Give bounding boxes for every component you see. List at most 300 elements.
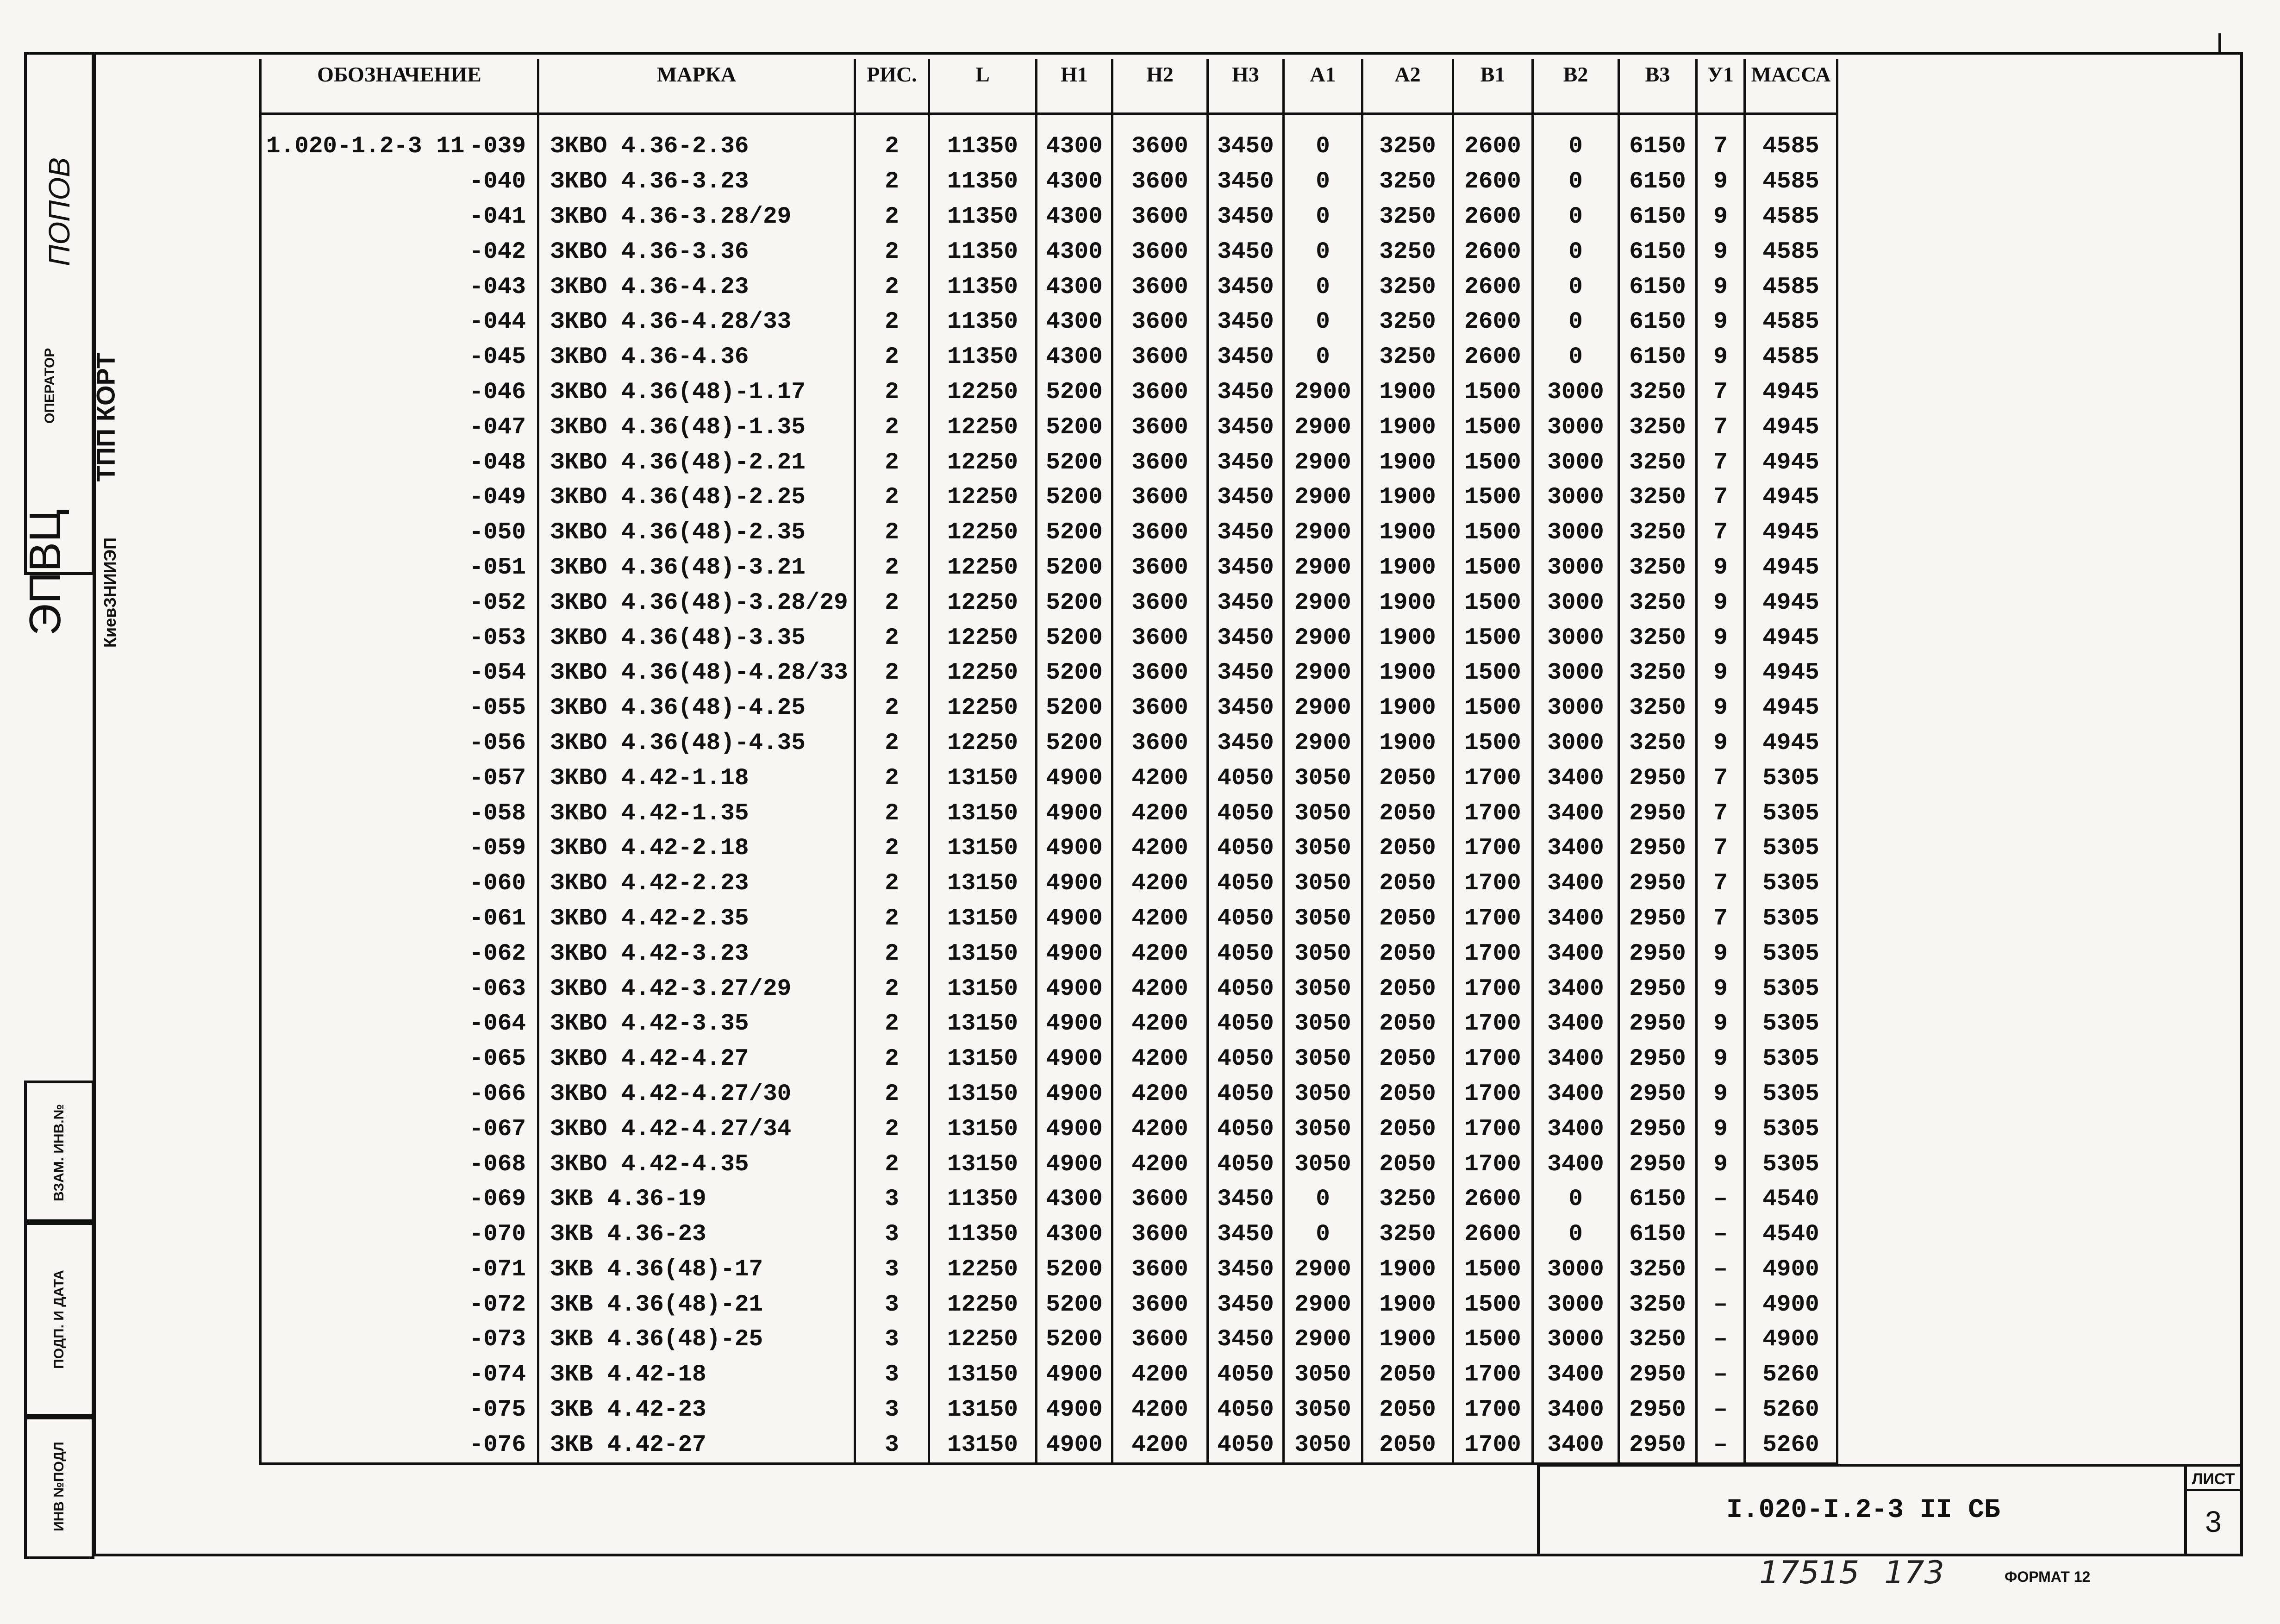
designation-suffix: -042 xyxy=(469,238,526,265)
cell-h3: 3450 xyxy=(1208,305,1284,340)
table-row xyxy=(261,1042,1837,1077)
cell-a2: 2050 xyxy=(1362,1393,1453,1428)
cell-h1: 4900 xyxy=(1037,1357,1112,1393)
table-row xyxy=(261,164,1837,200)
cell-a2: 3250 xyxy=(1362,234,1453,269)
table-row xyxy=(261,1357,1837,1393)
cell-figure: 2 xyxy=(855,1077,929,1112)
cell-h1: 4300 xyxy=(1037,269,1112,305)
table-row xyxy=(261,585,1837,620)
cell-b1: 1500 xyxy=(1453,445,1533,480)
cell-mark: ЗКВ 4.42-23 xyxy=(538,1393,855,1428)
cell-length: 13150 xyxy=(929,761,1037,796)
cell-mark: ЗКВО 4.42-2.35 xyxy=(538,901,855,937)
cell-length: 12250 xyxy=(929,410,1037,445)
cell-figure: 2 xyxy=(855,796,929,831)
cell-b3: 3250 xyxy=(1619,480,1697,515)
left-stamp-strip xyxy=(20,52,120,1554)
cell-u1: 9 xyxy=(1697,200,1745,235)
cell-b3: 6150 xyxy=(1619,269,1697,305)
cell-mark: ЗКВО 4.36-3.23 xyxy=(538,164,855,200)
cell-designation xyxy=(261,761,538,796)
cell-mass: 5260 xyxy=(1745,1427,1837,1464)
cell-a1: 3050 xyxy=(1284,831,1362,866)
spacer-cell xyxy=(1037,114,1112,129)
cell-mark: ЗКВО 4.42-4.27 xyxy=(538,1042,855,1077)
designation-suffix: -072 xyxy=(469,1291,526,1318)
cell-h1: 4300 xyxy=(1037,234,1112,269)
cell-mark: ЗКВО 4.36(48)-3.28/29 xyxy=(538,585,855,620)
cell-u1: – xyxy=(1697,1182,1745,1217)
cell-figure: 3 xyxy=(855,1393,929,1428)
header-h3: H3 xyxy=(1208,59,1284,114)
designation-suffix: -074 xyxy=(469,1362,526,1388)
operator-label: ОПЕРАТОР xyxy=(42,348,57,424)
document-code: I.020-I.2-3 II СБ xyxy=(1726,1495,2000,1525)
cell-a1: 2900 xyxy=(1284,515,1362,550)
cell-b1: 1700 xyxy=(1453,1147,1533,1182)
cell-h2: 3600 xyxy=(1112,445,1208,480)
cell-designation xyxy=(261,1393,538,1428)
cell-b1: 1500 xyxy=(1453,656,1533,691)
cell-u1: 9 xyxy=(1697,269,1745,305)
cell-length: 13150 xyxy=(929,1112,1037,1147)
cell-figure: 2 xyxy=(855,1042,929,1077)
cell-b3: 6150 xyxy=(1619,129,1697,164)
cell-h1: 4900 xyxy=(1037,1393,1112,1428)
cell-mass: 4945 xyxy=(1745,656,1837,691)
cell-a2: 1900 xyxy=(1362,656,1453,691)
cell-h2: 3600 xyxy=(1112,480,1208,515)
cell-h3: 4050 xyxy=(1208,866,1284,901)
cell-h3: 4050 xyxy=(1208,1427,1284,1464)
table-row xyxy=(261,269,1837,305)
table-row xyxy=(261,340,1837,375)
cell-b1: 2600 xyxy=(1453,305,1533,340)
cell-b2: 3000 xyxy=(1533,445,1619,480)
cell-u1: 9 xyxy=(1697,340,1745,375)
cell-h1: 5200 xyxy=(1037,480,1112,515)
cell-h1: 4300 xyxy=(1037,129,1112,164)
table-row xyxy=(261,1287,1837,1322)
cell-mark: ЗКВО 4.36(48)-3.35 xyxy=(538,620,855,656)
cell-length: 13150 xyxy=(929,1357,1037,1393)
cell-h1: 5200 xyxy=(1037,585,1112,620)
cell-figure: 2 xyxy=(855,691,929,726)
cell-a2: 3250 xyxy=(1362,340,1453,375)
cell-designation xyxy=(261,305,538,340)
cell-b2: 0 xyxy=(1533,129,1619,164)
cell-mass: 4585 xyxy=(1745,340,1837,375)
cell-mark: ЗКВО 4.36(48)-2.21 xyxy=(538,445,855,480)
cell-mark: ЗКВ 4.42-18 xyxy=(538,1357,855,1393)
cell-u1: 9 xyxy=(1697,585,1745,620)
cell-length: 11350 xyxy=(929,200,1037,235)
designation-suffix: -039 xyxy=(469,133,526,160)
header-b1: B1 xyxy=(1453,59,1533,114)
cell-mass: 4585 xyxy=(1745,234,1837,269)
designation-suffix: -069 xyxy=(469,1186,526,1213)
cell-a2: 2050 xyxy=(1362,866,1453,901)
cell-a1: 3050 xyxy=(1284,1147,1362,1182)
cell-h2: 4200 xyxy=(1112,1006,1208,1042)
cell-a1: 3050 xyxy=(1284,1077,1362,1112)
cell-a2: 2050 xyxy=(1362,1427,1453,1464)
cell-h2: 4200 xyxy=(1112,1077,1208,1112)
designation-suffix: -041 xyxy=(469,203,526,230)
cell-b3: 2950 xyxy=(1619,1042,1697,1077)
cell-a2: 2050 xyxy=(1362,971,1453,1006)
cell-h1: 4900 xyxy=(1037,1147,1112,1182)
cell-b2: 3400 xyxy=(1533,1112,1619,1147)
cell-b1: 1500 xyxy=(1453,515,1533,550)
cell-b2: 3400 xyxy=(1533,936,1619,971)
table-row xyxy=(261,1217,1837,1252)
cell-b2: 3000 xyxy=(1533,550,1619,586)
cell-h3: 4050 xyxy=(1208,1112,1284,1147)
cell-figure: 2 xyxy=(855,656,929,691)
cell-mass: 4900 xyxy=(1745,1287,1837,1322)
cell-length: 13150 xyxy=(929,831,1037,866)
cell-h3: 3450 xyxy=(1208,375,1284,410)
cell-a2: 1900 xyxy=(1362,515,1453,550)
cell-h1: 5200 xyxy=(1037,1287,1112,1322)
cell-designation xyxy=(261,1182,538,1217)
cell-b1: 2600 xyxy=(1453,234,1533,269)
cell-designation xyxy=(261,936,538,971)
spacer-cell xyxy=(1112,114,1208,129)
cell-h3: 3450 xyxy=(1208,656,1284,691)
cell-b2: 3000 xyxy=(1533,480,1619,515)
cell-u1: 9 xyxy=(1697,691,1745,726)
cell-b1: 1700 xyxy=(1453,866,1533,901)
cell-h3: 4050 xyxy=(1208,1147,1284,1182)
designation-suffix: -073 xyxy=(469,1326,526,1353)
table-row xyxy=(261,1147,1837,1182)
header-length: L xyxy=(929,59,1037,114)
cell-u1: 7 xyxy=(1697,515,1745,550)
cell-b2: 3000 xyxy=(1533,585,1619,620)
spacer-cell xyxy=(1745,114,1837,129)
cell-mass: 4945 xyxy=(1745,515,1837,550)
cell-b3: 2950 xyxy=(1619,971,1697,1006)
cell-mass: 4945 xyxy=(1745,445,1837,480)
cell-u1: – xyxy=(1697,1427,1745,1464)
cell-mark: ЗКВО 4.36(48)-2.25 xyxy=(538,480,855,515)
cell-figure: 2 xyxy=(855,971,929,1006)
cell-h2: 4200 xyxy=(1112,936,1208,971)
cell-h2: 3600 xyxy=(1112,726,1208,761)
cell-b3: 6150 xyxy=(1619,164,1697,200)
cell-b3: 3250 xyxy=(1619,726,1697,761)
cell-length: 13150 xyxy=(929,866,1037,901)
designation-suffix: -050 xyxy=(469,519,526,546)
cell-h1: 5200 xyxy=(1037,656,1112,691)
cell-b1: 1500 xyxy=(1453,410,1533,445)
cell-a1: 2900 xyxy=(1284,620,1362,656)
cell-b1: 2600 xyxy=(1453,129,1533,164)
cell-h3: 3450 xyxy=(1208,269,1284,305)
designation-suffix: -060 xyxy=(469,870,526,897)
cell-a2: 2050 xyxy=(1362,1006,1453,1042)
cell-a1: 3050 xyxy=(1284,1427,1362,1464)
cell-a2: 2050 xyxy=(1362,1042,1453,1077)
cell-h1: 4300 xyxy=(1037,200,1112,235)
cell-a2: 3250 xyxy=(1362,1217,1453,1252)
cell-length: 12250 xyxy=(929,620,1037,656)
cell-h2: 4200 xyxy=(1112,1357,1208,1393)
cell-figure: 2 xyxy=(855,375,929,410)
cell-designation xyxy=(261,1287,538,1322)
cell-u1: 9 xyxy=(1697,656,1745,691)
cell-a1: 0 xyxy=(1284,234,1362,269)
cell-mark: ЗКВО 4.36-4.28/33 xyxy=(538,305,855,340)
table-row xyxy=(261,1077,1837,1112)
sheet-box xyxy=(2184,1464,2240,1554)
cell-a2: 1900 xyxy=(1362,620,1453,656)
table-row xyxy=(261,971,1837,1006)
cell-b2: 3000 xyxy=(1533,1287,1619,1322)
cell-designation xyxy=(261,234,538,269)
cell-u1: 9 xyxy=(1697,1112,1745,1147)
cell-mark: ЗКВ 4.36-19 xyxy=(538,1182,855,1217)
cell-length: 12250 xyxy=(929,1322,1037,1357)
designation-suffix: -070 xyxy=(469,1221,526,1248)
cell-length: 12250 xyxy=(929,726,1037,761)
cell-u1: – xyxy=(1697,1287,1745,1322)
cell-a2: 3250 xyxy=(1362,164,1453,200)
cell-a2: 2050 xyxy=(1362,1147,1453,1182)
cell-h1: 4900 xyxy=(1037,866,1112,901)
cell-figure: 2 xyxy=(855,305,929,340)
cell-figure: 2 xyxy=(855,866,929,901)
cell-h3: 3450 xyxy=(1208,1252,1284,1287)
cell-a2: 2050 xyxy=(1362,831,1453,866)
cell-h1: 4300 xyxy=(1037,1182,1112,1217)
table-row xyxy=(261,550,1837,586)
cell-b1: 1700 xyxy=(1453,1112,1533,1147)
cell-h1: 4300 xyxy=(1037,1217,1112,1252)
cell-h1: 4900 xyxy=(1037,831,1112,866)
podp-data-box xyxy=(24,1219,94,1419)
table-row xyxy=(261,445,1837,480)
vzam-inv-box xyxy=(24,1081,94,1225)
cell-a1: 0 xyxy=(1284,164,1362,200)
designation-suffix: -045 xyxy=(469,344,526,371)
cell-h3: 3450 xyxy=(1208,164,1284,200)
cell-b1: 1500 xyxy=(1453,550,1533,586)
sheet-number: 3 xyxy=(2205,1505,2222,1538)
operator-name: ПОПОВ xyxy=(43,157,76,266)
cell-h3: 3450 xyxy=(1208,550,1284,586)
cell-a1: 3050 xyxy=(1284,1112,1362,1147)
cell-designation xyxy=(261,129,538,164)
table-row xyxy=(261,726,1837,761)
cell-mark: ЗКВО 4.36-4.36 xyxy=(538,340,855,375)
cell-b3: 6150 xyxy=(1619,305,1697,340)
cell-h2: 4200 xyxy=(1112,796,1208,831)
designation-suffix: -056 xyxy=(469,730,526,756)
cell-h2: 3600 xyxy=(1112,234,1208,269)
cell-b3: 3250 xyxy=(1619,445,1697,480)
cell-h2: 4200 xyxy=(1112,901,1208,937)
table-spacer-row xyxy=(261,114,1837,129)
table-row xyxy=(261,761,1837,796)
cell-u1: 9 xyxy=(1697,1042,1745,1077)
cell-b3: 2950 xyxy=(1619,1147,1697,1182)
spacer-cell xyxy=(1284,114,1362,129)
cell-length: 12250 xyxy=(929,515,1037,550)
designation-suffix: -071 xyxy=(469,1256,526,1283)
table-row xyxy=(261,375,1837,410)
cell-figure: 2 xyxy=(855,936,929,971)
designation-suffix: -051 xyxy=(469,554,526,581)
cell-a1: 3050 xyxy=(1284,866,1362,901)
cell-b3: 3250 xyxy=(1619,550,1697,586)
cell-h3: 4050 xyxy=(1208,1006,1284,1042)
cell-b1: 1700 xyxy=(1453,901,1533,937)
cell-h3: 3450 xyxy=(1208,620,1284,656)
cell-b1: 1700 xyxy=(1453,936,1533,971)
table-row xyxy=(261,901,1837,937)
table-row xyxy=(261,515,1837,550)
cell-mass: 5260 xyxy=(1745,1357,1837,1393)
cell-b3: 3250 xyxy=(1619,515,1697,550)
cell-a2: 3250 xyxy=(1362,1182,1453,1217)
spacer-cell xyxy=(1619,114,1697,129)
cell-designation xyxy=(261,726,538,761)
cell-a1: 0 xyxy=(1284,1182,1362,1217)
cell-length: 13150 xyxy=(929,936,1037,971)
cell-h2: 3600 xyxy=(1112,1252,1208,1287)
cell-h3: 3450 xyxy=(1208,726,1284,761)
cell-b1: 1500 xyxy=(1453,1252,1533,1287)
cell-mass: 4585 xyxy=(1745,305,1837,340)
cell-designation xyxy=(261,200,538,235)
table-row xyxy=(261,234,1837,269)
cell-b3: 3250 xyxy=(1619,656,1697,691)
cell-h2: 3600 xyxy=(1112,656,1208,691)
cell-b1: 1700 xyxy=(1453,796,1533,831)
cell-u1: 9 xyxy=(1697,1147,1745,1182)
cell-a1: 2900 xyxy=(1284,585,1362,620)
cell-mark: ЗКВ 4.36(48)-17 xyxy=(538,1252,855,1287)
cell-b3: 2950 xyxy=(1619,901,1697,937)
designation-suffix: -059 xyxy=(469,835,526,862)
cell-b3: 2950 xyxy=(1619,1112,1697,1147)
cell-b3: 3250 xyxy=(1619,1287,1697,1322)
table-row xyxy=(261,200,1837,235)
header-designation: ОБОЗНАЧЕНИЕ xyxy=(261,59,538,114)
cell-b1: 1500 xyxy=(1453,691,1533,726)
cell-b3: 2950 xyxy=(1619,1393,1697,1428)
cell-figure: 3 xyxy=(855,1322,929,1357)
cell-mark: ЗКВО 4.36-3.28/29 xyxy=(538,200,855,235)
cell-u1: 9 xyxy=(1697,234,1745,269)
header-figure: РИС. xyxy=(855,59,929,114)
cell-length: 13150 xyxy=(929,796,1037,831)
cell-h1: 5200 xyxy=(1037,691,1112,726)
cell-b3: 6150 xyxy=(1619,1182,1697,1217)
cell-b1: 1700 xyxy=(1453,1427,1533,1464)
cell-b1: 1700 xyxy=(1453,761,1533,796)
cell-h3: 3450 xyxy=(1208,515,1284,550)
table-row xyxy=(261,129,1837,164)
cell-b2: 3400 xyxy=(1533,1427,1619,1464)
cell-h1: 4300 xyxy=(1037,164,1112,200)
cell-length: 12250 xyxy=(929,656,1037,691)
cell-mark: ЗКВО 4.36(48)-4.25 xyxy=(538,691,855,726)
designation-suffix: -058 xyxy=(469,800,526,827)
cell-designation xyxy=(261,1322,538,1357)
header-u1: У1 xyxy=(1697,59,1745,114)
cell-figure: 3 xyxy=(855,1357,929,1393)
cell-a1: 2900 xyxy=(1284,480,1362,515)
cell-length: 11350 xyxy=(929,129,1037,164)
cell-u1: – xyxy=(1697,1322,1745,1357)
cell-designation xyxy=(261,1357,538,1393)
podp-data-label: ПОДП. И ДАТА xyxy=(51,1270,67,1369)
cell-u1: 7 xyxy=(1697,796,1745,831)
cell-b2: 3400 xyxy=(1533,1357,1619,1393)
cell-b2: 0 xyxy=(1533,305,1619,340)
cell-figure: 2 xyxy=(855,585,929,620)
cell-length: 12250 xyxy=(929,1252,1037,1287)
cell-mass: 4945 xyxy=(1745,726,1837,761)
cell-mass: 4540 xyxy=(1745,1182,1837,1217)
cell-b1: 2600 xyxy=(1453,269,1533,305)
cell-designation xyxy=(261,971,538,1006)
cell-figure: 2 xyxy=(855,129,929,164)
cell-length: 11350 xyxy=(929,164,1037,200)
designation-suffix: -064 xyxy=(469,1011,526,1037)
cell-b2: 3000 xyxy=(1533,375,1619,410)
cell-h1: 5200 xyxy=(1037,1322,1112,1357)
cell-h1: 5200 xyxy=(1037,1252,1112,1287)
cell-length: 13150 xyxy=(929,901,1037,937)
cell-b2: 0 xyxy=(1533,234,1619,269)
cell-mass: 4945 xyxy=(1745,550,1837,586)
spacer-cell xyxy=(929,114,1037,129)
cell-u1: – xyxy=(1697,1357,1745,1393)
cell-length: 11350 xyxy=(929,340,1037,375)
cell-u1: 9 xyxy=(1697,936,1745,971)
cell-h2: 4200 xyxy=(1112,1112,1208,1147)
cell-b2: 3400 xyxy=(1533,1006,1619,1042)
cell-mark: ЗКВ 4.36(48)-21 xyxy=(538,1287,855,1322)
spacer-cell xyxy=(1208,114,1284,129)
cell-length: 12250 xyxy=(929,375,1037,410)
cell-b3: 2950 xyxy=(1619,761,1697,796)
cell-h2: 4200 xyxy=(1112,866,1208,901)
cell-h3: 3450 xyxy=(1208,1287,1284,1322)
cell-mass: 5260 xyxy=(1745,1393,1837,1428)
header-h1: H1 xyxy=(1037,59,1112,114)
cell-b3: 2950 xyxy=(1619,1077,1697,1112)
table-row xyxy=(261,620,1837,656)
cell-a2: 2050 xyxy=(1362,761,1453,796)
org-full: КиевЗНИИЭП xyxy=(100,537,119,648)
sheet-label: ЛИСТ xyxy=(2187,1470,2240,1491)
cell-h2: 3600 xyxy=(1112,269,1208,305)
cell-mark: ЗКВО 4.42-3.23 xyxy=(538,936,855,971)
cell-u1: 9 xyxy=(1697,726,1745,761)
cell-h1: 4900 xyxy=(1037,901,1112,937)
cell-mass: 5305 xyxy=(1745,796,1837,831)
cell-designation xyxy=(261,550,538,586)
cell-h2: 3600 xyxy=(1112,164,1208,200)
cell-designation xyxy=(261,585,538,620)
